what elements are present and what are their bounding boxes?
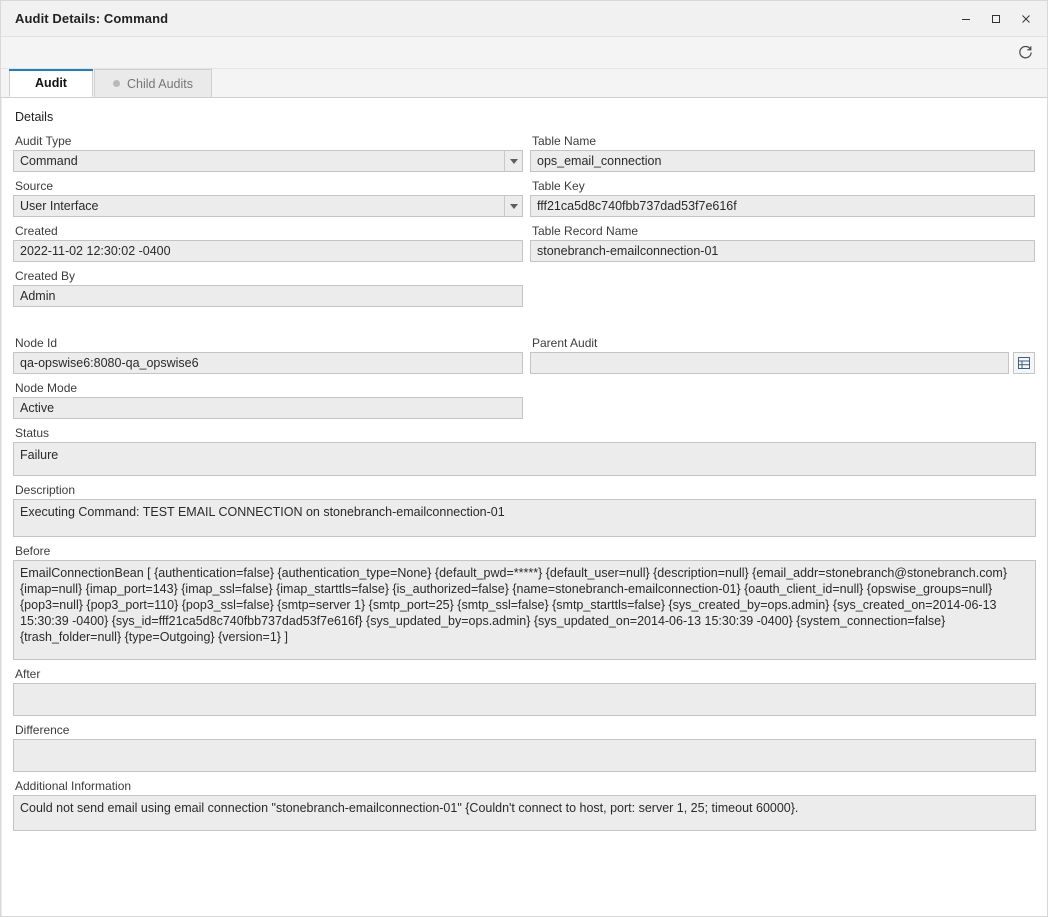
label-created: Created <box>15 224 58 238</box>
maximize-button[interactable] <box>981 2 1011 36</box>
tab-child-audits[interactable] <box>94 69 212 97</box>
label-before: Before <box>15 544 51 558</box>
field-table-record-name <box>530 224 1035 262</box>
source-value: User Interface <box>20 199 99 213</box>
label-source: Source <box>15 179 54 193</box>
created-input[interactable] <box>13 240 523 262</box>
status-value: Failure <box>20 448 59 462</box>
audit-details-form <box>1 98 1047 916</box>
before-textarea[interactable] <box>13 560 1036 660</box>
field-audit-type <box>13 134 523 172</box>
tab-child-audits-label: Child Audits <box>127 76 194 91</box>
chevron-down-icon[interactable] <box>504 196 522 216</box>
label-description: Description <box>15 483 76 497</box>
minimize-button[interactable] <box>951 2 981 36</box>
field-created-by <box>13 269 523 307</box>
toolbar <box>1 37 1047 69</box>
field-difference <box>13 723 1035 772</box>
grid-empty-cell-2 <box>530 381 1035 426</box>
tab-audit[interactable] <box>9 69 93 97</box>
field-source <box>13 179 523 217</box>
titlebar <box>1 1 1047 37</box>
field-after <box>13 667 1035 716</box>
description-textarea[interactable] <box>13 499 1036 537</box>
created-by-input[interactable] <box>13 285 523 307</box>
label-status: Status <box>15 426 50 440</box>
label-table-name: Table Name <box>532 134 597 148</box>
node-mode-input[interactable] <box>13 397 523 419</box>
additional-information-value: Could not send email using email connection "stonebranch-emailconnection-01" {Couldn't connect to host, port: server 1, 25; timeout 60000}. <box>20 801 799 815</box>
window-title: Audit Details: Command <box>15 11 169 26</box>
label-after: After <box>15 667 41 681</box>
parent-audit-row <box>530 352 1035 374</box>
table-name-value: ops_email_connection <box>537 154 662 168</box>
list-picker-icon[interactable] <box>1013 352 1035 374</box>
table-key-value: fff21ca5d8c740fbb737dad53f7e616f <box>537 199 737 213</box>
status-textarea[interactable] <box>13 442 1036 476</box>
description-value: Executing Command: TEST EMAIL CONNECTION on stonebranch-emailconnection-01 <box>20 505 505 519</box>
field-node-id <box>13 336 523 374</box>
source-select[interactable] <box>13 195 523 217</box>
label-table-key: Table Key <box>532 179 585 193</box>
label-created-by: Created By <box>15 269 76 283</box>
tab-audit-label: Audit <box>35 76 67 90</box>
node-mode-value: Active <box>20 401 55 415</box>
close-button[interactable] <box>1011 2 1041 36</box>
label-parent-audit: Parent Audit <box>532 336 598 350</box>
label-audit-type: Audit Type <box>15 134 72 148</box>
field-status <box>13 426 1035 476</box>
label-node-mode: Node Mode <box>15 381 78 395</box>
label-table-record-name: Table Record Name <box>532 224 639 238</box>
created-value: 2022-11-02 12:30:02 -0400 <box>20 244 171 258</box>
form-gap <box>13 314 1035 336</box>
form-grid-top <box>13 134 1035 314</box>
difference-textarea[interactable] <box>13 739 1036 772</box>
after-textarea[interactable] <box>13 683 1036 716</box>
form-grid-node <box>13 336 1035 426</box>
table-key-input[interactable] <box>530 195 1035 217</box>
tabbar <box>1 69 1047 98</box>
before-value: EmailConnectionBean [ {authentication=false} {authentication_type=None} {default_pwd=*****} {default_user=null} {description=null} {email_addr=stonebranch@stonebranch.com} {imap=null} {imap_port=143} {imap_ssl=false} {imap_starttls=false} {is_authorized=false} {name=stonebranch-emailconnection-01} {oauth_client_id=null} {opswise_groups=null} {pop3=null} {pop3_port=110} {pop3_ssl=false} {smtp=server 1} {smtp_port=25} {smtp_ssl=false} {smtp_starttls=false} {sys_created_by=ops.admin} {sys_created_on=2014-06-13 15:30:39 -0400} {sys_id=fff21ca5d8c740fbb737dad53f7e616f} {sys_updated_by=ops.admin} {sys_updated_on=2014-06-13 15:30:39 -0400} {system_connection=false} {trash_folder=null} {type=Outgoing} {version=1} ] <box>20 566 1008 644</box>
refresh-icon[interactable] <box>1011 39 1039 67</box>
audit-type-value: Command <box>20 154 78 168</box>
field-table-name <box>530 134 1035 172</box>
node-id-value: qa-opswise6:8080-qa_opswise6 <box>20 356 199 370</box>
field-description <box>13 483 1035 537</box>
label-node-id: Node Id <box>15 336 58 350</box>
field-before <box>13 544 1035 660</box>
table-record-name-input[interactable] <box>530 240 1035 262</box>
status-dot-icon <box>113 80 120 87</box>
section-title-details: Details <box>15 110 54 124</box>
table-name-input[interactable] <box>530 150 1035 172</box>
field-node-mode <box>13 381 523 419</box>
audit-type-select[interactable] <box>13 150 523 172</box>
label-additional-information: Additional Information <box>15 779 132 793</box>
created-by-value: Admin <box>20 289 56 303</box>
field-additional-information <box>13 779 1035 831</box>
table-record-name-value: stonebranch-emailconnection-01 <box>537 244 719 258</box>
grid-empty-cell <box>530 269 1035 314</box>
chevron-down-icon[interactable] <box>504 151 522 171</box>
additional-information-textarea[interactable] <box>13 795 1036 831</box>
label-difference: Difference <box>15 723 70 737</box>
field-table-key <box>530 179 1035 217</box>
field-created <box>13 224 523 262</box>
field-parent-audit <box>530 336 1035 374</box>
parent-audit-input[interactable] <box>530 352 1009 374</box>
node-id-input[interactable] <box>13 352 523 374</box>
